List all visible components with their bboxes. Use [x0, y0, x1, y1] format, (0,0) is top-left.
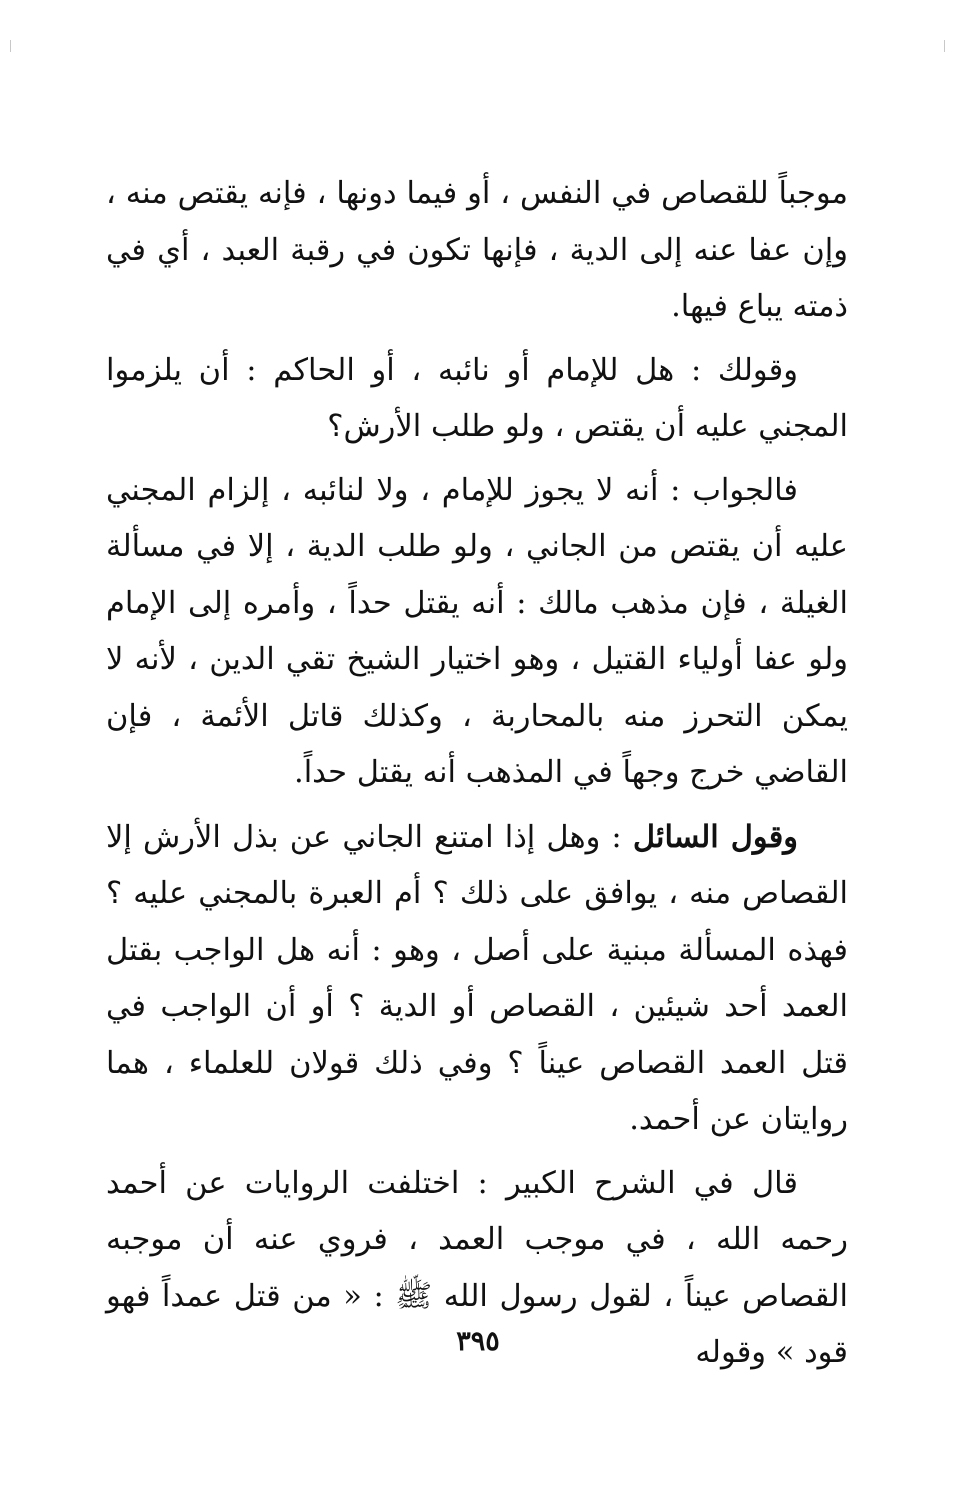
paragraph: [106, 809, 848, 1149]
paragraph: فالجواب : أنه لا يجوز للإمام ، ولا لنائبه ، إلزام المجني عليه أن يقتص من الجاني ، ولو طلب الدية ، إلا في مسألة الغيلة ، فإن مذهب مالك : أنه يقتل حداً ، وأمره إلى الإمام ولو عفا أولياء القتيل ، وهو اختيار الشيخ تقي الدين ، لأنه لا يمكن التحرز منه بالمحاربة ، وكذلك قاتل الأئمة ، فإن القاضي خرج وجهاً في المذهب أنه يقتل حداً.: [106, 472, 848, 790]
scan-edge-mark-left: [10, 40, 11, 52]
paragraph-lead-phrase: وقول السائل: [632, 818, 799, 855]
scan-edge-mark-right: [944, 40, 945, 52]
paragraph-body-text: : وهل إذا امتنع الجاني عن بذل الأرش إلا القصاص منه ، يوافق على ذلك ؟ أم العبرة بالمجني عليه ؟ فهذه المسألة مبنية على أصل ، وهو : أنه هل الواجب بقتل العمد أحد شيئين ، القصاص أو الدية ؟ أو أن الواجب في قتل العمد القصاص عيناً ؟ وفي ذلك قولان للعلماء ، هما روايتان عن أحمد.: [106, 819, 848, 1137]
page-number: ٣٩٥: [456, 1326, 500, 1357]
paragraph: موجباً للقصاص في النفس ، أو فيما دونها ، فإنه يقتص منه ، وإن عفا عنه إلى الدية ، فإنها تكون في رقبة العبد ، أي في ذمته يباع فيها.: [106, 176, 848, 324]
paragraph: قال في الشرح الكبير : اختلفت الروايات عن أحمد رحمه الله ، في موجب العمد ، فروي عنه أن موجبه القصاص عيناً ، لقول رسول الله ﷺ : « من قتل عمداً فهو قود » وقوله: [106, 1165, 848, 1370]
page-body: [106, 166, 848, 1382]
paragraph: وقولك : هل للإمام أو نائبه ، أو الحاكم : أن يلزموا المجني عليه أن يقتص ، ولو طلب الأرش؟: [106, 352, 848, 444]
